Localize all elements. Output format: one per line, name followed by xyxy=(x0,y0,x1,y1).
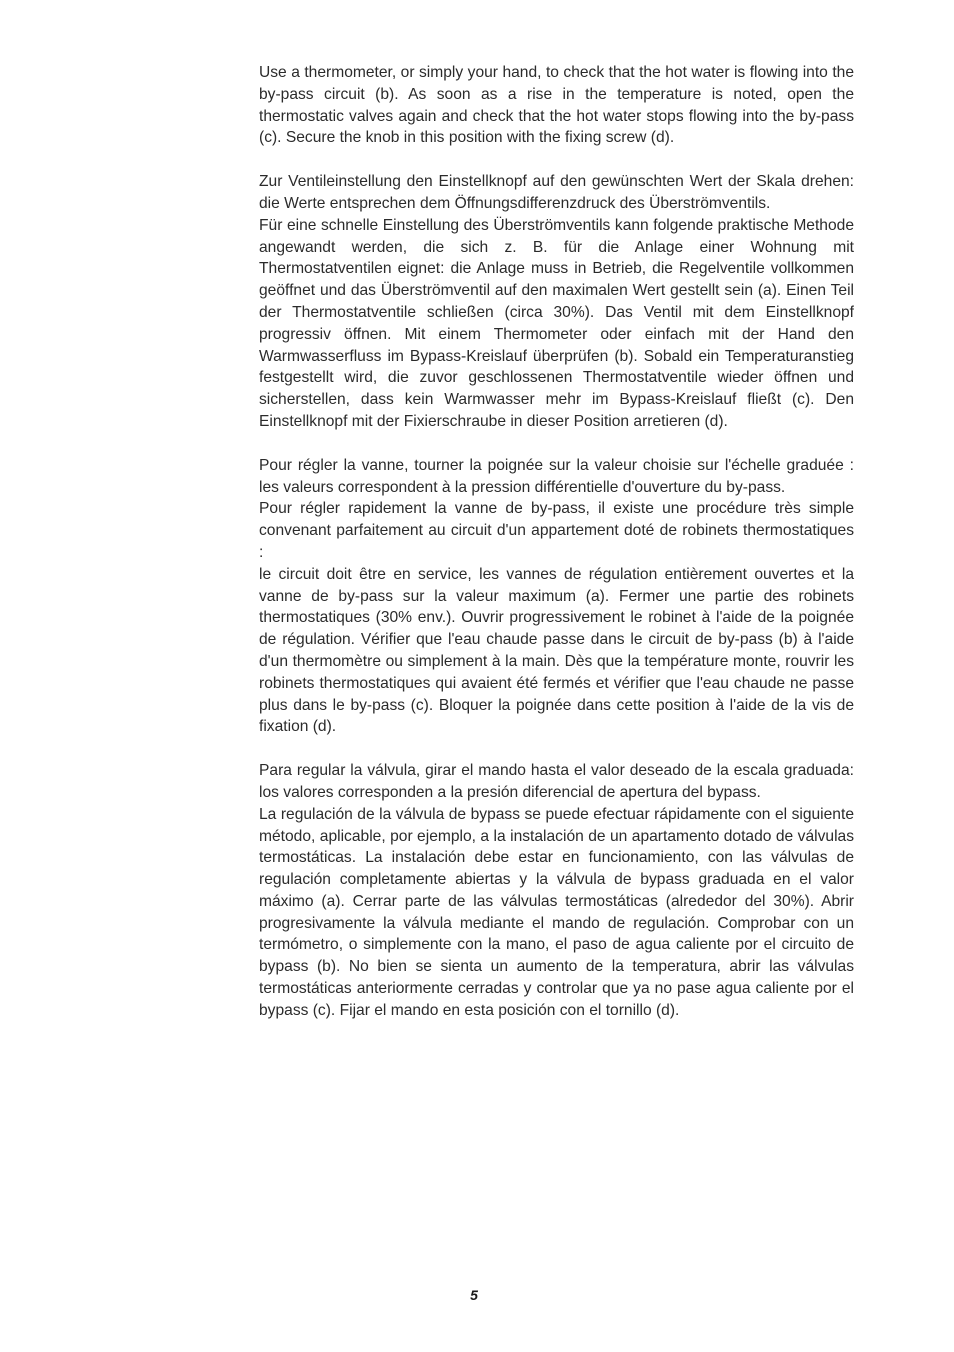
english-paragraph-1: Use a thermometer, or simply your hand, to check that the hot water is flowing into the by-pass circuit (b). As soon as a rise in the temperature is noted, open the thermostatic valves again and check that the hot water stops flowing into the by-pass (c). Secure the knob in this position with the fixing screw (d). xyxy=(259,64,854,147)
german-paragraph-2: Für eine schnelle Einstellung des Überströmventils kann folgende praktische Methode angewandt werden, die sich z. B. für die Anlage einer Wohnung mit Thermostatventilen eignet: die Anlage muss in Betrieb, die Regelventile vollkommen geöffnet und das Überströmventil auf den maximalen Wert gestellt sein (a). Einen Teil der Thermostatventile schließen (circa 30%). Das Ventil mit dem Einstellknopf progressiv öffnen. Mit einem Thermometer oder einfach mit der Hand den Warmwasserfluss im Bypass-Kreislauf überprüfen (b). Sobald ein Temperaturanstieg festgestellt wird, die zuvor geschlossenen Thermostatventile wieder öffnen und sicherstellen, dass kein Warmwasser mehr im Bypass-Kreislauf fließt (c). Den Einstellknopf mit der Fixierschraube in dieser Position arretieren (d). xyxy=(259,216,854,430)
french-paragraph-3: le circuit doit être en service, les vannes de régulation entièrement ouvertes et la vanne de by-pass sur la valeur maximum (a). Fermer une partie des robinets thermostatiques (30% env.). Ouvrir progressivement le robinet à l'aide de la poignée de régulation. Vérifier que l'eau chaude passe dans le circuit de by-pass (b) à l'aide d'un thermomètre ou simplement à la main. Dès que la température monte, rouvrir les robinets thermostatiques qui avaient été fermés et vérifier que l'eau chaude ne passe plus dans le by-pass (c). Bloquer la poignée dans cette position à l'aide de la vis de fixation (d). xyxy=(259,565,854,736)
english-section xyxy=(259,62,854,149)
section-spacer xyxy=(259,149,854,171)
spanish-section xyxy=(259,760,854,1022)
page-number: 5 xyxy=(470,1287,478,1303)
spanish-paragraph-2: La regulación de la válvula de bypass se puede efectuar rápidamente con el siguiente método, aplicable, por ejemplo, a la instalación de un apartamento dotado de válvulas termostáticas. La instalación debe estar en funcionamiento, con las válvulas de regulación completamente abiertas y la válvula de bypass graduada en el valor máximo (a). Cerrar parte de las válvulas termostáticas (alrededor del 30%). Abrir progresivamente la válvula mediante el mando de regulación. Comprobar con un termómetro, o simplemente con la mano, el paso de agua caliente por el circuito de bypass (b). No bien se sienta un aumento de la temperatura, abrir las válvulas termostáticas anteriormente cerradas y controlar que ya no pase agua caliente por el bypass (c). Fijar el mando en esta posición con el tornillo (d). xyxy=(259,805,854,1019)
text-column xyxy=(259,62,854,1022)
section-spacer xyxy=(259,433,854,455)
german-paragraph-1: Zur Ventileinstellung den Einstellknopf auf den gewünschten Wert der Skala drehen: die Werte entsprechen dem Öffnungsdifferenzdruck des Überströmventils. xyxy=(259,173,854,212)
french-paragraph-2: Pour régler rapidement la vanne de by-pass, il existe une procédure très simple convenant parfaitement au circuit d'un appartement doté de robinets thermostatiques : xyxy=(259,500,854,561)
section-spacer xyxy=(259,738,854,760)
spanish-paragraph-1: Para regular la válvula, girar el mando hasta el valor deseado de la escala graduada: los valores corresponden a la presión diferencial de apertura del bypass. xyxy=(259,762,854,801)
german-section xyxy=(259,171,854,433)
french-section xyxy=(259,455,854,738)
french-paragraph-1: Pour régler la vanne, tourner la poignée sur la valeur choisie sur l'échelle graduée : les valeurs correspondent à la pression différentielle d'ouverture du by-pass. xyxy=(259,456,854,496)
